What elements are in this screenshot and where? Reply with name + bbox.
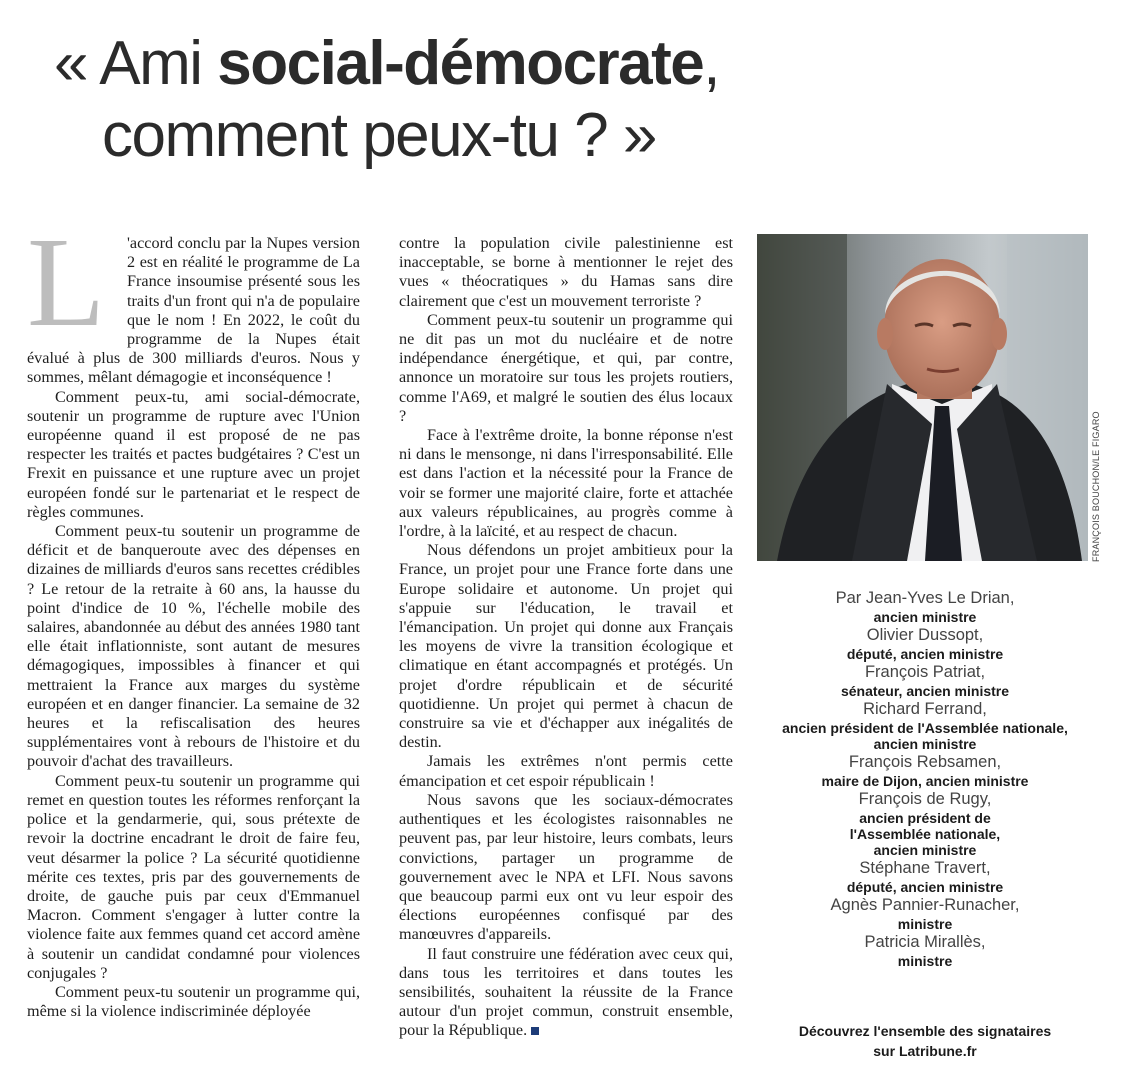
signatory-name: Agnès Pannier-Runacher, bbox=[830, 896, 1020, 914]
paragraph: contre la population civile palestinienne est inacceptable, se borne à mentionner le rejet des vues « théocratiques » du Hamas sans dire clairement que c'est un mouvement terroriste ? bbox=[399, 234, 733, 310]
more-signatories-note bbox=[760, 1021, 1090, 1061]
signatory bbox=[760, 625, 1090, 662]
signatory-name: François Rebsamen, bbox=[848, 753, 1002, 771]
signatory-name: Richard Ferrand, bbox=[863, 700, 987, 718]
signatory-role: maire de Dijon, ancien ministre bbox=[821, 773, 1029, 789]
signatory bbox=[760, 895, 1090, 932]
paragraph: Comment peux-tu soutenir un programme qui, même si la violence indiscriminée déployée bbox=[27, 982, 360, 1021]
paragraph: Comment peux-tu soutenir un programme de déficit et de banqueroute avec des dépenses en dizaines de milliards d'euros sans recettes crédibles ? Le retour de la retraite à 60 ans, la hausse du point d'indice de 10 %, l'échelle mobile des salaires, abandonnée au début des années 1980 tant elle était inflationniste, sont autant de mesures démagogiques, impossibles à financer et qui mettraient la France aux marges du système européen et en danger financier. La semaine de 32 heures et la refiscalisation des heures supplémentaires vont à rebours de l'histoire et du pouvoir d'achat des travailleurs. bbox=[27, 522, 360, 771]
headline-prefix: « Ami bbox=[54, 29, 218, 98]
signatory bbox=[760, 699, 1090, 752]
signatory-role: député, ancien ministre bbox=[846, 646, 1004, 662]
signatory-role: ministre bbox=[897, 916, 953, 932]
paragraph-final bbox=[399, 945, 733, 1041]
signatory-role: sénateur, ancien ministre bbox=[840, 683, 1010, 699]
signatory-name: Stéphane Travert, bbox=[859, 859, 991, 877]
article-column-1 bbox=[27, 211, 360, 1021]
signatory bbox=[760, 588, 1090, 625]
headline-comma: , bbox=[703, 29, 720, 98]
signatory bbox=[760, 752, 1090, 789]
signatory-role: ministre bbox=[897, 953, 953, 969]
signatories-list bbox=[760, 588, 1090, 969]
paragraph: Jamais les extrêmes n'ont permis cette émancipation et cet espoir républicain ! bbox=[399, 752, 733, 790]
paragraph: Comment peux-tu soutenir un programme qui remet en question toutes les réformes renforçant la police et la gendarmerie, qui, sous prétexte de revoir la doctrine encadrant le droit de faire feu, veut désarmer la police ? La sécurité quotidienne mérite ces textes, pris par des gouvernements de droite, de gauche puis par ceux d'Emmanuel Macron. Comment s'engager à lutter contre la violence faite aux femmes quand cet accord amène à soutenir un candidat condamné pour violences conjugales ? bbox=[27, 771, 360, 982]
paragraph: Nous défendons un projet ambitieux pour la France, un projet pour une France forte dans une Europe solidaire et autonome. Un projet qui s'appuie sur l'éducation, le travail et l'émancipation. Un projet qui donne aux Français les moyens de vivre la transition écologique et climatique en étant accompagnés et protégés. Un projet d'ordre républicain et de sécurité quotidienne. Un projet qui permet à chacun de construire sa vie et d'échapper aux inégalités de destin. bbox=[399, 541, 733, 752]
headline-line-2: comment peux-tu ? » bbox=[102, 101, 656, 170]
signatory-name: Patricia Mirallès, bbox=[864, 933, 986, 951]
paragraph: Comment peux-tu, ami social-démocrate, soutenir un programme de rupture avec l'Union européenne quand il est proposé de ne pas respecter les traités et pactes budgétaires ? C'est un Frexit en puissance et une rupture avec un projet européen fondé sur le partenariat et le respect de règles communes. bbox=[27, 387, 360, 521]
headline-line-1 bbox=[54, 29, 719, 98]
signatory-name: François de Rugy, bbox=[858, 790, 992, 808]
portrait-illustration bbox=[757, 234, 1088, 561]
signatory-name: Par Jean-Yves Le Drian, bbox=[835, 589, 1015, 607]
drop-cap: L bbox=[27, 211, 106, 353]
signatory-name: François Patriat, bbox=[864, 663, 986, 681]
paragraph: Face à l'extrême droite, la bonne réponse n'est ni dans le mensonge, ni dans l'irresponsabilité. Elle est dans l'action et la nécessité pour la France de voir se former une majorité claire, forte et attachée aux valeurs républicaines, au progrès comme à l'ordre, à la laïcité, et au respect de chacun. bbox=[399, 426, 733, 541]
signatory bbox=[760, 858, 1090, 895]
signatory-role: député, ancien ministre bbox=[846, 879, 1004, 895]
signatory bbox=[760, 662, 1090, 699]
article-headline bbox=[54, 28, 1074, 172]
signatory-name: Olivier Dussopt, bbox=[866, 626, 984, 644]
more-line-1: Découvrez l'ensemble des signataires bbox=[798, 1023, 1052, 1039]
more-line-2: sur Latribune.fr bbox=[873, 1043, 977, 1059]
author-photo bbox=[757, 234, 1088, 561]
signatory bbox=[760, 789, 1090, 858]
paragraph: Nous savons que les sociaux-démocrates authentiques et les écologistes raisonnables ne peuvent pas, par leur histoire, leurs combats, leurs convictions, partager un programme de gouvernement avec le NPA et LFI. Nous savons que beaucoup parmi eux ont vu leur espoir des élections européennes confisqué par des manœuvres d'appareils. bbox=[399, 790, 733, 944]
final-paragraph-text: Il faut construire une fédération avec ceux qui, dans tous les territoires et dans toutes les sensibilités, souhaitent la réussite de la France autour d'un projet commun, construit ensemble, pour la République. bbox=[399, 944, 733, 1040]
signatory-role: ancien président de l'Assemblée nationale, ancien ministre bbox=[782, 720, 1068, 752]
end-mark-icon bbox=[531, 1027, 539, 1035]
article-column-2 bbox=[399, 234, 733, 1041]
paragraph: Comment peux-tu soutenir un programme qui ne dit pas un mot du nucléaire et de notre indépendance énergétique, et qui, par contre, annonce un moratoire sur tous les projets routiers, comme l'A69, et malgré le soutien des élus locaux ? bbox=[399, 310, 733, 425]
signatory bbox=[760, 932, 1090, 969]
signatory-role: ancien ministre bbox=[873, 609, 977, 625]
headline-bold: social-démocrate bbox=[217, 29, 704, 98]
photo-credit-text: FRANÇOIS BOUCHON/LE FIGARO bbox=[1091, 411, 1101, 562]
signatory-role: ancien président de l'Assemblée nationale, ancien ministre bbox=[849, 810, 1001, 858]
paragraph: 'accord conclu par la Nupes version 2 est en réalité le programme de La France insoumise présenté sous les traits d'un front qui n'a de populaire que le nom ! En 2022, le coût du programme de la Nupes était évalué à plus de 300 milliards d'euros. Nous y sommes, mêlant démagogie et inconséquence ! bbox=[27, 234, 360, 387]
